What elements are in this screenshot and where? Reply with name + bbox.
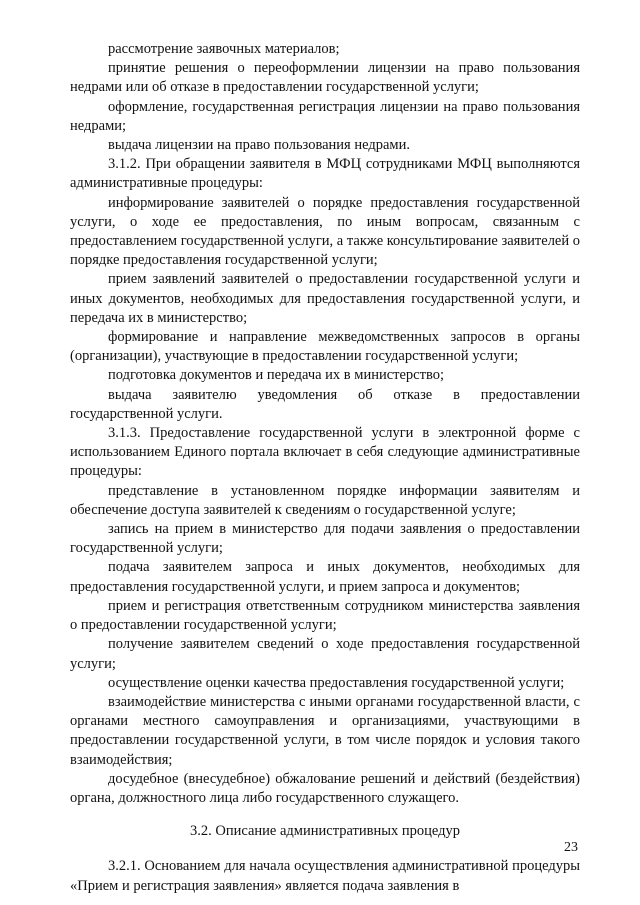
paragraph: формирование и направление межведомственных запросов в органы (организации), участвующие в предоставлении государственной услуги; xyxy=(70,329,580,365)
section-heading: 3.2. Описание административных процедур xyxy=(190,823,460,840)
paragraph: подача заявителем запроса и иных документов, необходимых для предоставления государственной услуги, и прием запроса и документов; xyxy=(70,559,580,595)
paragraph: рассмотрение заявочных материалов; xyxy=(108,41,340,57)
paragraph: информирование заявителей о порядке предоставления государственной услуги, о ходе ее предоставления, по иным вопросам, связанным с предоставлением государственной услуги, а также консультирование заявителей о порядке предоставления государственной услуги; xyxy=(70,194,581,269)
paragraph: 3.2.1. Основанием для начала осуществления административной процедуры «Прием и регистрация заявления» является подача заявления в xyxy=(70,858,580,894)
paragraph: оформление, государственная регистрация лицензии на право пользования недрами; xyxy=(70,98,580,134)
paragraph: выдача лицензии на право пользования недрами. xyxy=(108,137,410,154)
page-number: 23 xyxy=(564,840,578,855)
paragraph: подготовка документов и передача их в министерство; xyxy=(108,367,444,384)
paragraph: представление в установленном порядке информации заявителям и обеспечение доступа заявителей к сведениям о государственной услуге; xyxy=(70,482,580,518)
paragraph: досудебное (внесудебное) обжалование решений и действий (бездействия) органа, должностного лица либо государственного служащего. xyxy=(70,770,580,806)
paragraph: выдача заявителю уведомления об отказе в предоставлении государственной услуги. xyxy=(70,386,580,422)
paragraph: 3.1.2. При обращении заявителя в МФЦ сотрудниками МФЦ выполняются административные процедуры: xyxy=(70,156,580,192)
paragraph: осуществление оценки качества предоставления государственной услуги; xyxy=(108,674,565,691)
document-page xyxy=(70,40,580,896)
paragraph: прием заявлений заявителей о предоставлении государственной услуги и иных документов, необходимых для предоставления государственной услуги, и передача их в министерство; xyxy=(70,271,580,326)
paragraph: взаимодействие министерства с иными органами государственной власти, с органами местного самоуправления и организациями, участвующими в предоставлении государственной услуги, в том числе порядок и условия такого взаимодействия; xyxy=(70,693,580,768)
paragraph-block-top xyxy=(70,40,580,808)
paragraph: запись на прием в министерство для подачи заявления о предоставлении государственной услуги; xyxy=(70,521,580,557)
paragraph: принятие решения о переоформлении лицензии на право пользования недрами или об отказе в предоставлении государственной услуги; xyxy=(70,60,580,96)
paragraph: прием и регистрация ответственным сотрудником министерства заявления о предоставлении государственной услуги; xyxy=(70,597,580,634)
paragraph: получение заявителем сведений о ходе предоставления государственной услуги; xyxy=(70,636,580,672)
paragraph-block-bottom xyxy=(70,857,580,895)
paragraph: 3.1.3. Предоставление государственной услуги в электронной форме с использованием Единого портала включает в себя следующие административные процедуры: xyxy=(70,425,580,480)
